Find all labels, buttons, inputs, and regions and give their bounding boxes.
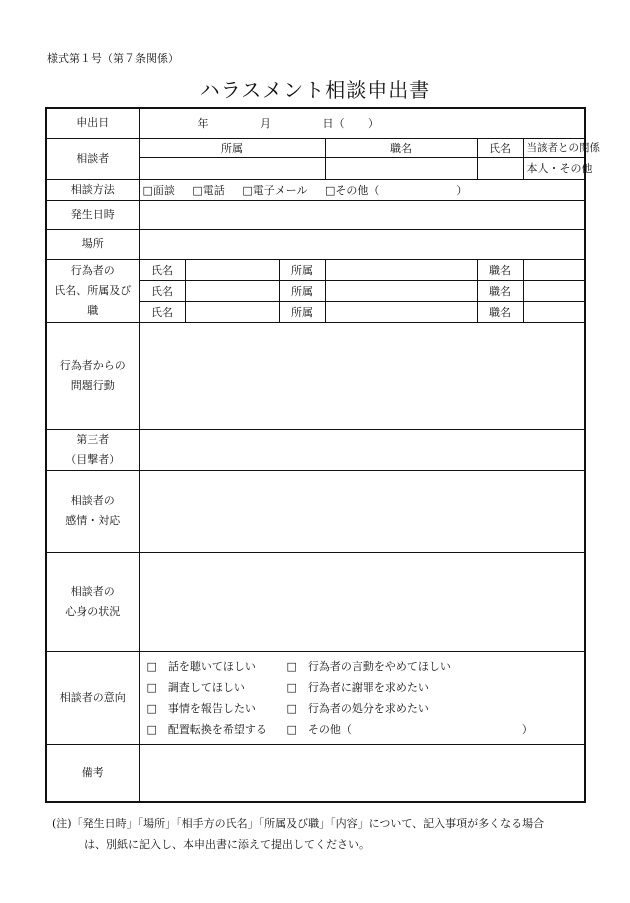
footnote-line1: (注)「発生日時」「場所」「相手方の氏名」「所属及び職」「内容」について、記入事項が多くなる場合 bbox=[52, 817, 545, 830]
condition-label-line2: 心身の状況 bbox=[65, 604, 121, 618]
page-title: ハラスメント相談申出書 bbox=[199, 78, 431, 102]
form-code: 様式第１号（第７条関係） bbox=[47, 52, 179, 65]
problem-label-line1: 行為者からの bbox=[59, 358, 126, 372]
feelings-label-line1: 相談者の bbox=[70, 494, 115, 507]
consultant-name-field[interactable] bbox=[477, 157, 523, 179]
intent-apology-option[interactable]: □ 行為者に謝罪を求めたい bbox=[286, 680, 429, 694]
actor2-name-label: 氏名 bbox=[139, 280, 185, 301]
intent-report-option[interactable]: □ 事情を報告したい bbox=[146, 701, 256, 715]
method-label: 相談方法 bbox=[46, 179, 139, 200]
consultant-position-field[interactable] bbox=[325, 157, 477, 179]
year-label: 年 bbox=[197, 117, 209, 131]
feelings-label-line2: 感情・対応 bbox=[65, 514, 121, 527]
actor-label-line2: 氏名、所属及び bbox=[54, 283, 132, 297]
problem-label-line2: 問題行動 bbox=[70, 378, 115, 392]
place-label: 場所 bbox=[46, 229, 139, 259]
actor2-affiliation-field[interactable] bbox=[325, 280, 477, 301]
consultant-relation-header: 当該者との関係 bbox=[523, 138, 585, 157]
intent-stop-option[interactable]: □ 行為者の言動をやめてほしい bbox=[286, 659, 451, 673]
consultant-position-header: 職名 bbox=[325, 138, 477, 157]
footnote-line2: は、別紙に記入し、本申出書に添えて提出してください。 bbox=[84, 838, 370, 851]
day-label: 日（ bbox=[322, 117, 345, 131]
intent-transfer-option[interactable]: □ 配置転換を希望する bbox=[146, 722, 267, 736]
third-party-label-line1: 第三者 bbox=[76, 432, 110, 446]
method-option-email[interactable]: □電子メール bbox=[242, 183, 308, 197]
footnote bbox=[52, 813, 592, 855]
method-option-other[interactable]: □その他（ bbox=[325, 183, 380, 197]
method-options bbox=[139, 179, 585, 200]
weekday-close: ） bbox=[368, 117, 379, 131]
remarks-field[interactable] bbox=[139, 744, 585, 802]
consultant-affiliation-field[interactable] bbox=[139, 157, 325, 179]
condition-label-line1: 相談者の bbox=[70, 584, 115, 598]
actor3-name-label: 氏名 bbox=[139, 301, 185, 322]
third-party-field[interactable] bbox=[139, 429, 585, 470]
third-party-label-line2: （目撃者） bbox=[65, 452, 121, 466]
condition-label bbox=[46, 552, 139, 651]
third-party-label bbox=[46, 429, 139, 470]
actor1-affiliation-field[interactable] bbox=[325, 259, 477, 280]
actor1-affiliation-label: 所属 bbox=[279, 259, 325, 280]
actor3-name-field[interactable] bbox=[185, 301, 279, 322]
intent-options bbox=[139, 651, 585, 744]
method-option-phone[interactable]: □電話 bbox=[192, 183, 225, 197]
actor3-position-label: 職名 bbox=[477, 301, 523, 322]
actor3-affiliation-label: 所属 bbox=[279, 301, 325, 322]
intent-listen-option[interactable]: □ 話を聴いてほしい bbox=[146, 659, 256, 673]
actor1-position-field[interactable] bbox=[523, 259, 585, 280]
date-field[interactable] bbox=[139, 108, 585, 138]
consultant-relation-field[interactable]: 本人・その他 bbox=[523, 157, 585, 179]
actor3-position-field[interactable] bbox=[523, 301, 585, 322]
occurred-field[interactable] bbox=[139, 200, 585, 229]
remarks-label: 備考 bbox=[46, 744, 139, 802]
actor3-affiliation-field[interactable] bbox=[325, 301, 477, 322]
feelings-label bbox=[46, 470, 139, 552]
date-label: 申出日 bbox=[46, 108, 139, 138]
consultant-affiliation-header: 所属 bbox=[139, 138, 325, 157]
feelings-field[interactable] bbox=[139, 470, 585, 552]
actor2-affiliation-label: 所属 bbox=[279, 280, 325, 301]
intent-discipline-option[interactable]: □ 行為者の処分を求めたい bbox=[286, 701, 429, 715]
actor1-name-label: 氏名 bbox=[139, 259, 185, 280]
actor-label-line1: 行為者の bbox=[70, 263, 115, 277]
actor2-position-field[interactable] bbox=[523, 280, 585, 301]
actor-label-line3: 職 bbox=[87, 303, 99, 317]
actor1-name-field[interactable] bbox=[185, 259, 279, 280]
application-form-table bbox=[45, 107, 600, 803]
consultant-name-header: 氏名 bbox=[477, 138, 523, 157]
problem-label bbox=[46, 322, 139, 429]
consultant-label: 相談者 bbox=[46, 138, 139, 179]
actor2-name-field[interactable] bbox=[185, 280, 279, 301]
intent-other-option[interactable]: □ その他（ bbox=[286, 722, 352, 736]
problem-field[interactable] bbox=[139, 322, 585, 429]
place-field[interactable] bbox=[139, 229, 585, 259]
actor2-position-label: 職名 bbox=[477, 280, 523, 301]
intent-investigate-option[interactable]: □ 調査してほしい bbox=[146, 680, 245, 694]
occurred-label: 発生日時 bbox=[46, 200, 139, 229]
date-row bbox=[46, 108, 585, 138]
month-label: 月 bbox=[260, 117, 271, 131]
method-other-close: ） bbox=[456, 183, 468, 197]
intent-label: 相談者の意向 bbox=[46, 651, 139, 744]
condition-field[interactable] bbox=[139, 552, 585, 651]
method-option-meeting[interactable]: □面談 bbox=[142, 183, 175, 197]
intent-other-close: ） bbox=[521, 722, 533, 736]
actor-label bbox=[46, 259, 139, 322]
actor1-position-label: 職名 bbox=[477, 259, 523, 280]
